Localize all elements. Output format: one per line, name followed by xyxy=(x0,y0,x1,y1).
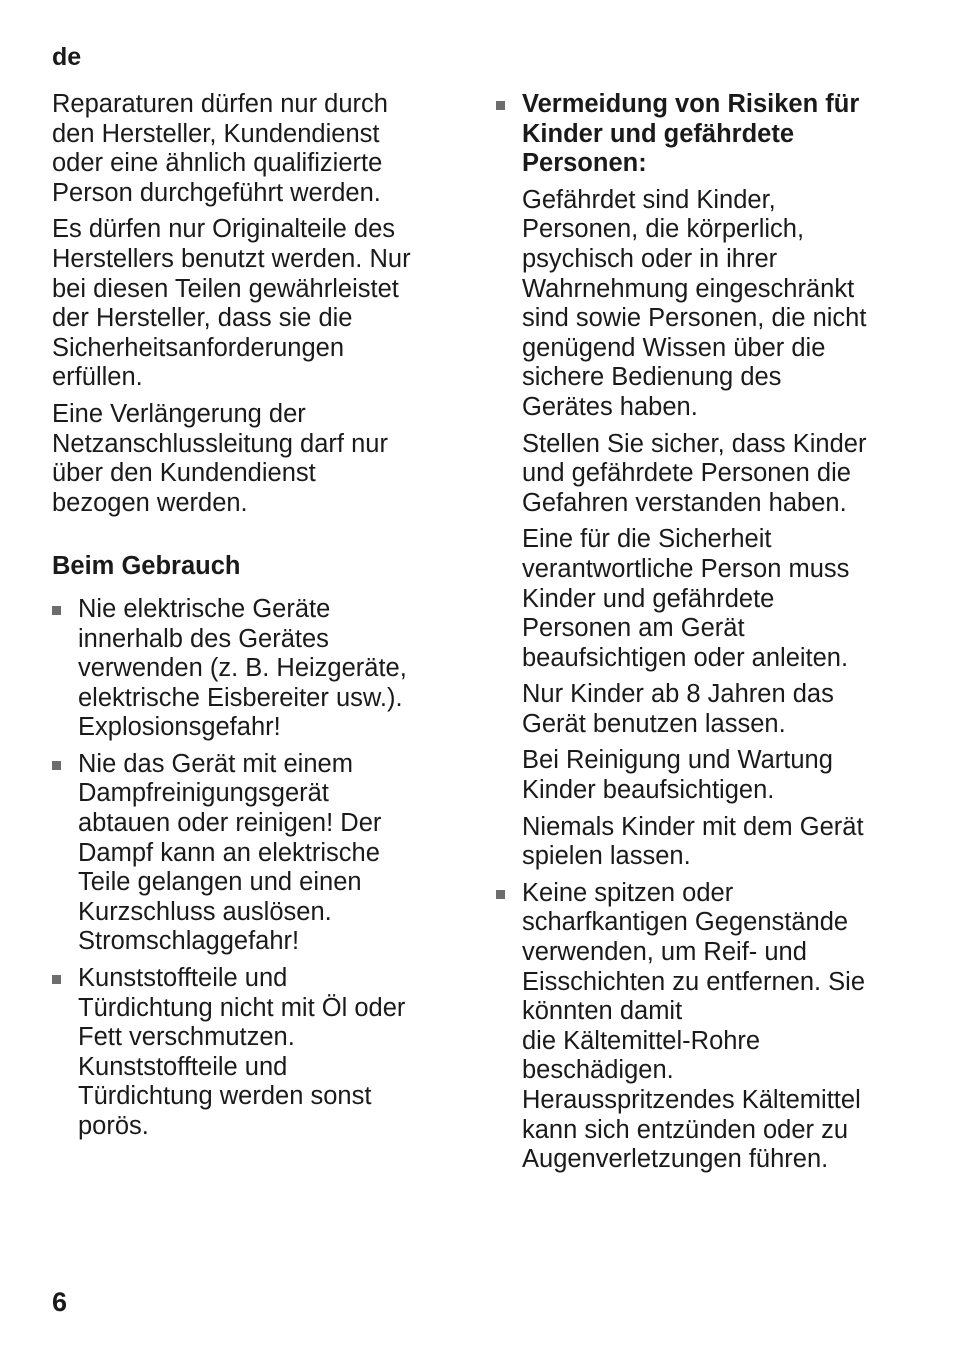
list-item-text: Nie elektrische Geräte innerhalb des Gerätes verwenden (z. B. Heizgeräte, elektrische Eisbereiter usw.). Explosionsgefahr! xyxy=(78,594,407,742)
list-item-text: Keine spitzen oder scharfkantigen Gegenstände verwenden, um Reif- und Eisschichten zu entfernen. Sie könnten damit die Kältemittel-Rohre beschädigen. Herausspritzendes Kältemittel kann sich entzünden oder zu Augenverletzungen führen. xyxy=(522,878,866,1174)
list-item xyxy=(52,964,454,1142)
language-code: de xyxy=(52,43,82,71)
list-item xyxy=(52,595,454,743)
list-item xyxy=(496,90,916,872)
list-item-paragraph: Niemals Kinder mit dem Gerät spielen lassen. xyxy=(522,812,864,871)
section-heading-usage: Beim Gebrauch xyxy=(52,552,241,581)
list-item-text: Nie das Gerät mit einem Dampfreinigungsgerät abtauen oder reinigen! Der Dampf kann an elektrische Teile gelangen und einen Kurzschluss auslösen. Stromschlaggefahr! xyxy=(78,749,382,956)
original-parts-paragraph: Es dürfen nur Originalteile des Herstellers benutzt werden. Nur bei diesen Teilen gewährleistet der Hersteller, dass sie die Sicherheitsanforderungen erfüllen. xyxy=(52,215,411,392)
list-item xyxy=(52,750,454,957)
repair-paragraph: Reparaturen dürfen nur durch den Hersteller, Kundendienst oder eine ähnlich qualifizierte Person durchgeführt werden. xyxy=(52,90,388,207)
square-bullet-icon xyxy=(52,975,61,984)
square-bullet-icon xyxy=(496,890,505,899)
list-item-paragraph: Bei Reinigung und Wartung Kinder beaufsichtigen. xyxy=(522,746,833,805)
list-item-paragraph: Eine für die Sicherheit verantwortliche Person muss Kinder und gefährdete Personen am Gerät beaufsichtigen oder anleiten. xyxy=(522,525,850,672)
list-item-paragraph: Nur Kinder ab 8 Jahren das Gerät benutzen lassen. xyxy=(522,680,834,738)
list-item-paragraph: Stellen Sie sicher, dass Kinder und gefährdete Personen die Gefahren verstanden haben. xyxy=(522,429,867,517)
right-column xyxy=(496,90,916,1182)
list-item-title: Vermeidung von Risiken für Kinder und gefährdete Personen: xyxy=(522,90,860,178)
extension-cable-paragraph: Eine Verlängerung der Netzanschlussleitung darf nur über den Kundendienst bezogen werden. xyxy=(52,399,388,517)
page-number: 6 xyxy=(52,1287,68,1317)
square-bullet-icon xyxy=(52,606,61,615)
list-item-text: Kunststoffteile und Türdichtung nicht mit Öl oder Fett verschmutzen. Kunststoffteile und Türdichtung werden sonst porös. xyxy=(78,964,406,1140)
square-bullet-icon xyxy=(496,101,505,110)
list-item xyxy=(496,879,916,1175)
square-bullet-icon xyxy=(52,761,61,770)
left-column xyxy=(52,90,454,1149)
list-item-paragraph: Gefährdet sind Kinder, Personen, die körperlich, psychisch oder in ihrer Wahrnehmung eingeschränkt sind sowie Personen, die nicht genügend Wissen über die sichere Bedienung des Gerätes haben. xyxy=(522,185,867,421)
